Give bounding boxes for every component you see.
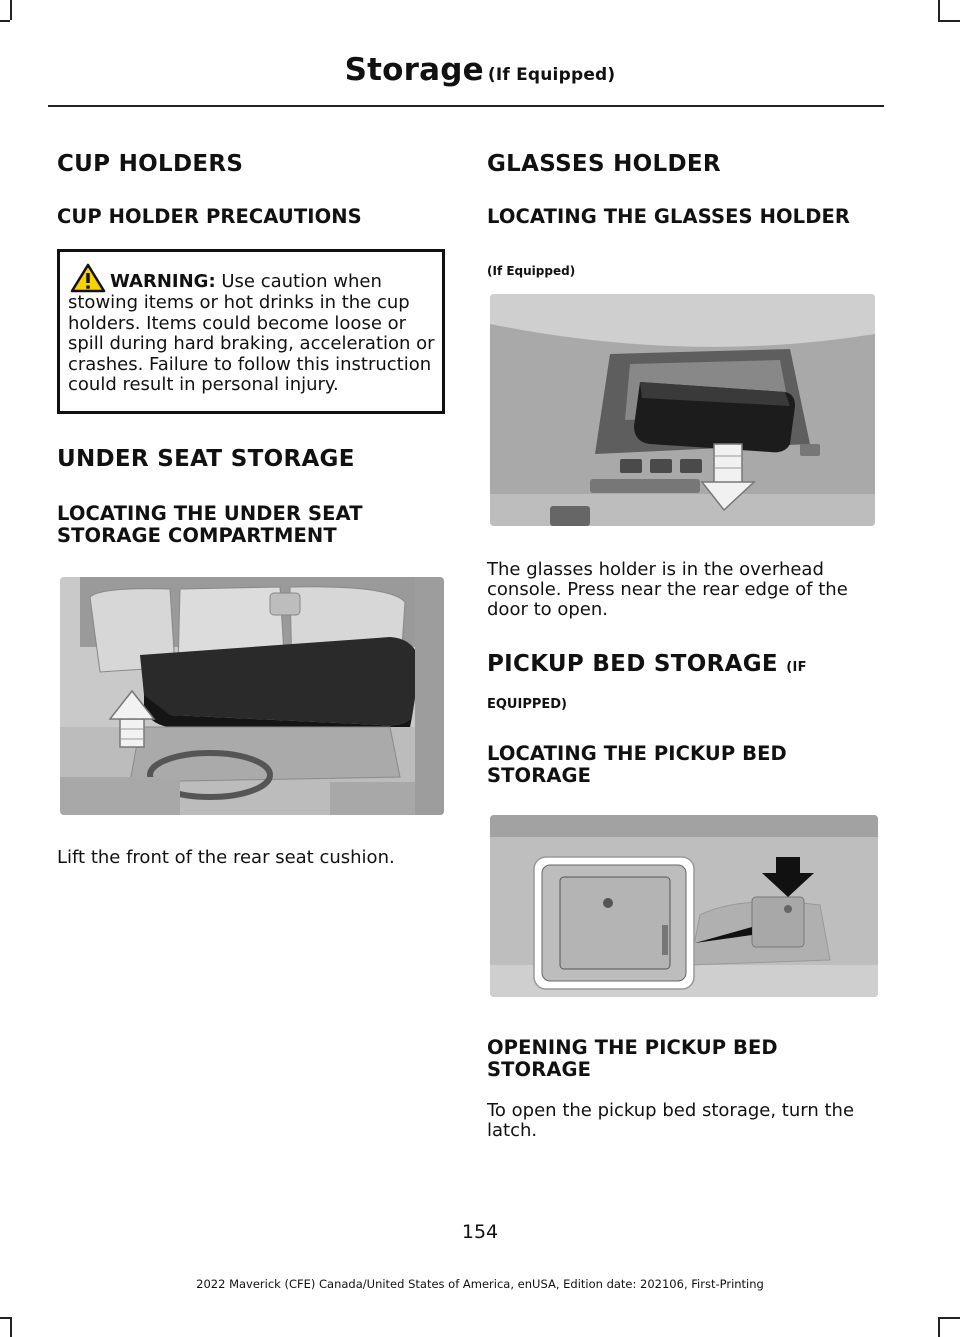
heading-pickup-bed-storage xyxy=(487,651,807,681)
under-seat-caption: Lift the front of the rear seat cushion. xyxy=(57,847,395,868)
crop-mark xyxy=(10,1317,12,1337)
under-seat-storage-image xyxy=(60,577,444,815)
warning-box xyxy=(57,249,445,414)
header-subtitle: (If Equipped) xyxy=(487,65,616,85)
heading-under-seat-storage: UNDER SEAT STORAGE xyxy=(57,446,355,472)
heading-line: STORAGE COMPARTMENT xyxy=(57,524,337,547)
caption-line: console. Press near the rear edge of the xyxy=(487,579,848,600)
warning-line: spill during hard braking, acceleration or xyxy=(68,333,435,354)
heading-line: LOCATING THE PICKUP BED xyxy=(487,742,787,765)
page-header-title xyxy=(0,52,960,88)
heading-locating-glasses-holder: LOCATING THE GLASSES HOLDER xyxy=(487,205,851,228)
if-equipped-label: (If Equipped) xyxy=(487,264,576,278)
glasses-caption xyxy=(487,560,848,620)
glasses-holder-image xyxy=(490,294,875,526)
caption-line: latch. xyxy=(487,1120,538,1141)
heading-if-label: (IF xyxy=(786,660,807,675)
warning-line xyxy=(68,263,434,293)
heading-line: OPENING THE PICKUP BED xyxy=(487,1036,778,1059)
heading-cup-holders: CUP HOLDERS xyxy=(57,151,244,177)
warning-line: holders. Items could become loose or xyxy=(68,312,407,334)
heading-line: LOCATING THE UNDER SEAT xyxy=(57,502,363,525)
opening-caption xyxy=(487,1101,854,1141)
warning-line: crashes. Failure to follow this instruction xyxy=(68,353,432,375)
caption-line: To open the pickup bed storage, turn the xyxy=(487,1100,855,1121)
warning-line: stowing items or hot drinks in the cup xyxy=(68,292,410,313)
crop-mark xyxy=(938,20,960,22)
warning-line: could result in personal injury. xyxy=(68,374,339,395)
heading-opening-pickup-bed xyxy=(487,1037,778,1081)
crop-mark xyxy=(938,1317,940,1337)
crop-mark xyxy=(938,1317,960,1319)
page-footer: 2022 Maverick (CFE) Canada/United States of America, enUSA, Edition date: 202106, First-Printing xyxy=(196,1277,764,1291)
caption-line: door to open. xyxy=(487,599,609,620)
crop-mark xyxy=(0,1317,10,1319)
heading-line: STORAGE xyxy=(487,764,592,787)
heading-locating-pickup-bed xyxy=(487,743,787,787)
heading-text: PICKUP BED STORAGE xyxy=(487,651,778,677)
equipped-label: EQUIPPED) xyxy=(487,697,567,712)
heading-cup-holder-precautions: CUP HOLDER PRECAUTIONS xyxy=(57,205,362,228)
pickup-bed-storage-image xyxy=(490,815,878,997)
header-divider xyxy=(48,105,884,107)
header-title: Storage xyxy=(344,52,484,88)
crop-mark xyxy=(10,0,12,20)
crop-mark xyxy=(938,0,940,20)
heading-line: STORAGE xyxy=(487,1058,592,1081)
caption-line: The glasses holder is in the overhead xyxy=(487,559,824,580)
warning-text: Use caution when xyxy=(221,271,382,292)
page-number: 154 xyxy=(461,1221,499,1243)
heading-locating-under-seat xyxy=(57,503,363,547)
warning-label: WARNING: xyxy=(110,271,216,292)
crop-mark xyxy=(0,20,10,22)
heading-glasses-holder: GLASSES HOLDER xyxy=(487,151,721,177)
warning-triangle-icon xyxy=(70,263,106,293)
